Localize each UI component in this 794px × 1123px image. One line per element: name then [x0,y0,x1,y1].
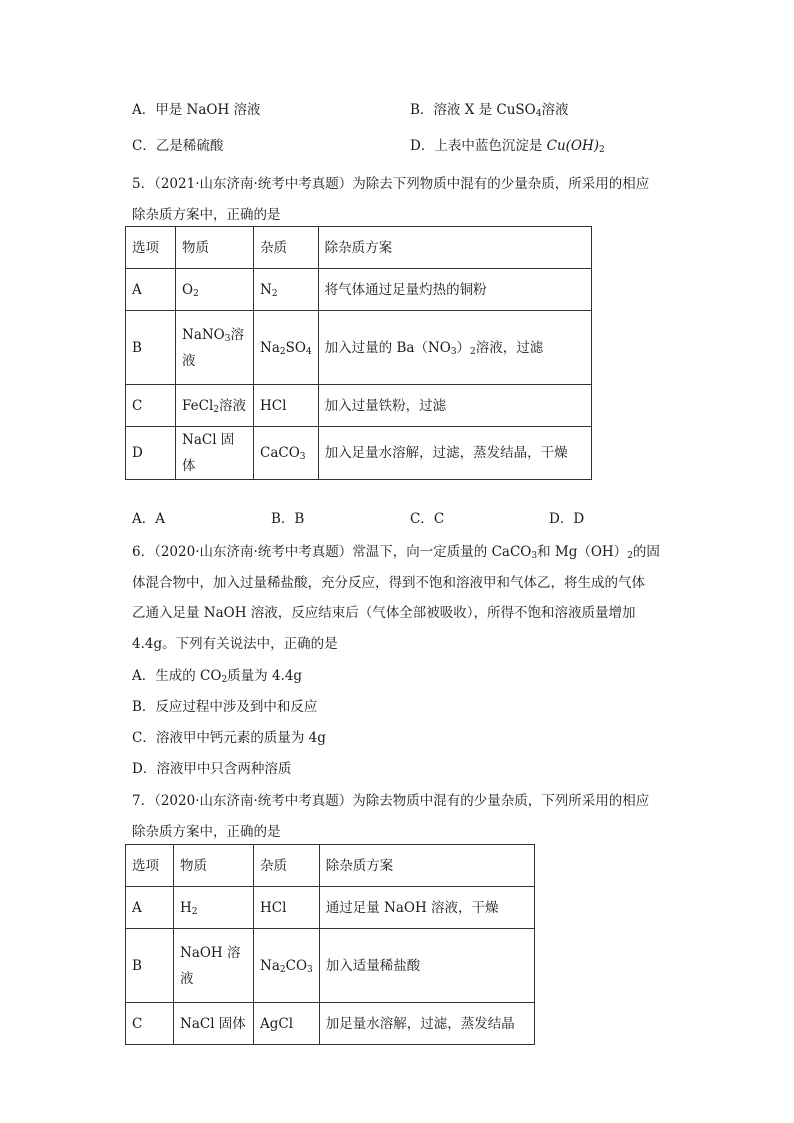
q5-header-impurity: 杂质 [254,227,319,269]
q6-option-d: D．溶液甲中只含两种溶质 [132,761,292,777]
q7-row-b-option: B [126,929,174,1003]
q4-option-d [410,134,605,154]
q4-option-b-sub: 4 [535,109,542,119]
q5-table-header-row [126,227,592,269]
q7-header-method: 除杂质方案 [319,845,534,887]
q4-option-d-formula: Cu(OH) [546,138,600,154]
q6-option-b: B．反应过程中涉及到中和反应 [132,699,318,715]
q4-option-d-sub: 2 [599,145,605,155]
q7-row-c-substance: NaCl 固体 [174,1003,254,1045]
q6-stem-line2: 体混合物中，加入过量稀盐酸，充分反应，得到不饱和溶液甲和气体乙，将生成的气体 [132,575,645,591]
q6-option-c: C．溶液甲中钙元素的质量为 4g [132,730,326,746]
q6-stem-line3: 乙通入足量 NaOH 溶液，反应结束后（气体全部被吸收），所得不饱和溶液质量增加 [132,605,636,621]
q5-header-substance: 物质 [176,227,254,269]
q7-table-row-b [126,929,535,1003]
q7-table-row-a [126,887,535,929]
q5-row-b-option: B [126,311,176,385]
q7-row-a-option: A [126,887,174,929]
q7-row-b-substance: NaOH 溶 液 [174,929,254,1003]
q5-answer-c: C．C [410,511,445,527]
q7-table-row-c [126,1003,535,1045]
q7-row-a-impurity: HCl [254,887,320,929]
q6-option-a: A．生成的 $CO_2$质量为 4.4g [132,668,303,685]
q5-row-a-option: A [126,269,176,311]
q5-answer-b: B．B [271,511,305,527]
q4-option-a-text: A．甲是 NaOH 溶液 [132,102,261,118]
q5-row-d-method: 加入足量水溶解，过滤，蒸发结晶，干燥 [318,427,591,480]
q5-row-b-substance: NaNO$_3$溶 液 [176,311,254,385]
q5-table-row-d [126,427,592,480]
q4-option-d-text: D．上表中蓝色沉淀是 [410,138,547,154]
q7-header-substance: 物质 [174,845,254,887]
q5-stem-line1: 5．（2021·山东济南·统考中考真题）为除去下列物质中混有的少量杂质，所采用的相应 [132,176,650,192]
q5-row-a-method: 将气体通过足量灼热的铜粉 [318,269,591,311]
q5-table-row-c [126,385,592,427]
q5-row-c-option: C [126,385,176,427]
q5-table-row-a [126,269,592,311]
q7-row-b-method: 加入适量稀盐酸 [319,929,534,1003]
q7-row-a-method: 通过足量 NaOH 溶液，干燥 [319,887,534,929]
q5-row-b-impurity: $Na_2SO_4$ [254,311,319,385]
q6-stem-line1: 6．（2020·山东济南·统考中考真题）常温下，向一定质量的 CaCO$_3$和 $Mg(OH)_2$的固 [132,544,660,561]
q7-header-option: 选项 [126,845,174,887]
q7-header-impurity: 杂质 [254,845,320,887]
q7-stem-line1: 7．（2020·山东济南·统考中考真题）为除去物质中混有的少量杂质，下列所采用的相应 [132,793,650,809]
q5-stem-line2: 除杂质方案中，正确的是 [132,207,281,223]
q5-header-option: 选项 [126,227,176,269]
q4-option-b [410,98,568,118]
q5-row-c-method: 加入过量铁粉，过滤 [318,385,591,427]
q7-table [125,844,535,1045]
q5-row-a-impurity: $N_2$ [254,269,319,311]
q5-header-method: 除杂质方案 [318,227,591,269]
q5-row-c-substance: FeCl$_2$溶液 [176,385,254,427]
q5-answer-a: A．A [132,511,165,527]
q7-row-b-impurity: $Na_2CO_3$ [254,929,320,1003]
q7-row-c-method: 加足量水溶解，过滤，蒸发结晶 [319,1003,534,1045]
q5-answer-d: D．D [549,511,585,527]
q5-row-d-option: D [126,427,176,480]
q7-row-a-substance: $H_2$ [174,887,254,929]
q4-option-b-text: B．溶液 X 是 CuSO [410,102,536,118]
q4-option-b-post: 溶液 [541,102,569,118]
q4-option-c [132,134,223,154]
q5-row-a-substance: $O_2$ [176,269,254,311]
q7-table-header-row [126,845,535,887]
q5-table-row-b [126,311,592,385]
q7-row-c-option: C [126,1003,174,1045]
q6-stem-line4: 4.4g。下列有关说法中，正确的是 [132,636,338,652]
q5-row-b-method: 加入过量的 $Ba(NO_3)_2$溶液，过滤 [318,311,591,385]
q5-table [125,226,592,480]
q7-row-c-impurity: AgCl [254,1003,320,1045]
q7-stem-line2: 除杂质方案中，正确的是 [132,824,281,840]
q4-option-a [132,98,261,118]
q5-row-d-substance: NaCl 固体 [176,427,254,480]
q4-option-c-text: C．乙是稀硫酸 [132,138,224,154]
q5-row-d-impurity: CaCO$_3$ [254,427,319,480]
q5-row-c-impurity: HCl [254,385,319,427]
